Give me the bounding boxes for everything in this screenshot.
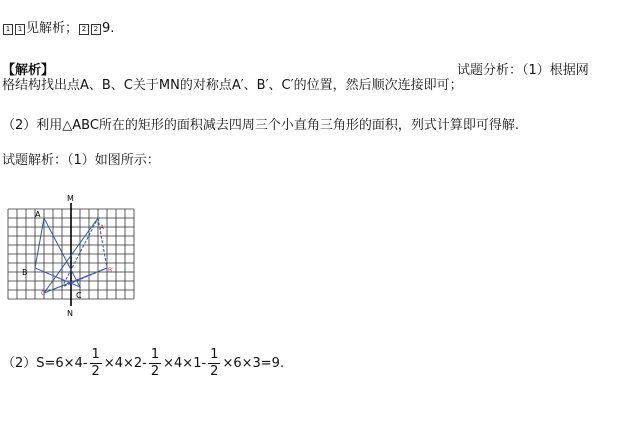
analysis-label: 【解析】 <box>2 63 55 78</box>
formula-part: ×6×3=9. <box>222 356 285 371</box>
label-b: B <box>22 268 28 277</box>
fraction-denominator: 2 <box>91 364 100 379</box>
answer-text-2: 9. <box>102 21 115 36</box>
answer-text-1: 见解析； <box>26 21 79 36</box>
solution-line-1: 试题解析：（1）如图所示： <box>2 153 160 168</box>
label-a: A <box>35 210 41 219</box>
placeholder-box: 2 <box>79 24 89 35</box>
formula-prefix: （2）S=6×4- <box>2 356 88 371</box>
fraction-numerator: 1 <box>150 347 160 362</box>
label-b-prime: B′ <box>108 267 114 274</box>
label-c: C <box>76 291 82 300</box>
fraction-numerator: 1 <box>210 347 219 362</box>
formula-part: ×4×2- <box>103 356 147 371</box>
fraction-numerator: 1 <box>91 347 100 362</box>
placeholder-box: 2 <box>91 24 101 35</box>
label-n-bottom: N <box>67 309 73 318</box>
placeholder-box: 1 <box>3 24 13 35</box>
analysis-right-label: 试题分析：（1）根据网 <box>457 63 589 78</box>
fraction <box>149 347 161 380</box>
fraction-denominator: 2 <box>210 364 219 379</box>
placeholder-box: 1 <box>15 24 25 35</box>
symmetry-grid-figure <box>0 193 140 318</box>
fraction-denominator: 2 <box>150 364 160 379</box>
label-m-top: M <box>67 194 74 203</box>
analysis-line-3: （2）利用△ABC所在的矩形的面积减去四周三个小直角三角形的面积，列式计算即可得解. <box>2 118 520 133</box>
formula-part: ×4×1- <box>163 356 207 371</box>
fraction <box>90 347 102 380</box>
label-a-prime: A′ <box>100 224 106 231</box>
fraction <box>208 347 220 380</box>
label-c-prime: C′ <box>41 290 47 297</box>
answer-header <box>2 20 114 38</box>
area-formula <box>2 344 284 384</box>
analysis-line-2: 格结构找出点A、B、C关于MN的对称点A′、B′、C′的位置，然后顺次连接即可； <box>2 78 463 93</box>
